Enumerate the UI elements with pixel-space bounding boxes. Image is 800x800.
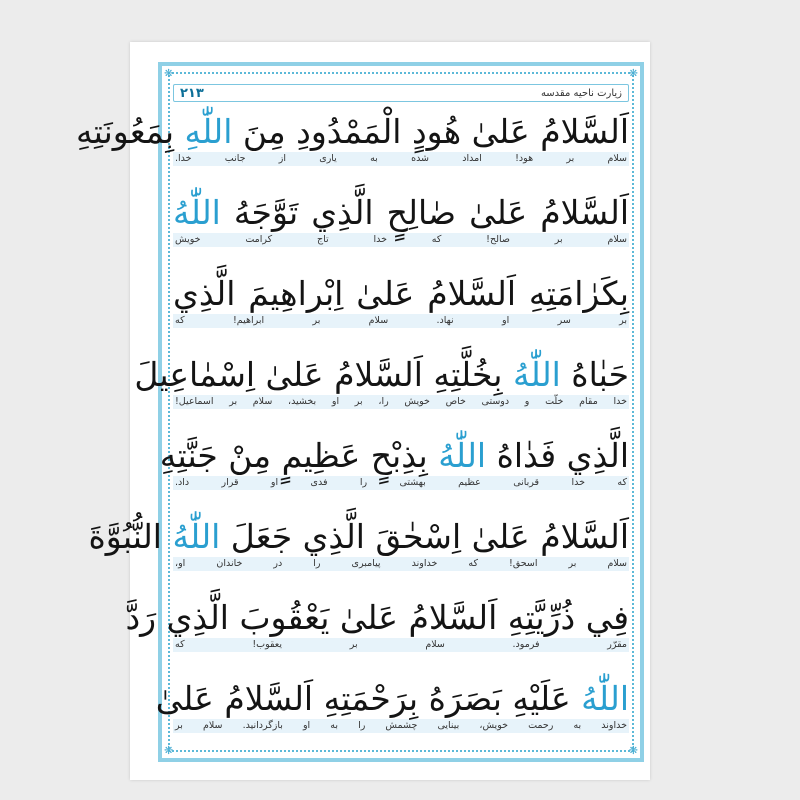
page-number: ۲۱۳ bbox=[180, 85, 204, 101]
translation-line: سلام بر صالح! که خدا تاج کرامت خویش bbox=[175, 234, 627, 245]
arabic-segment: اَلسَّلامُ عَلىٰ اِسْحٰقَ الَّذِي جَعَلَ bbox=[220, 517, 629, 556]
corner-ornament-icon: ❋ bbox=[628, 744, 638, 757]
arabic-line bbox=[75, 112, 629, 152]
corner-ornament-icon: ❋ bbox=[164, 67, 174, 80]
divine-name-segment: اللّٰهِ bbox=[184, 112, 233, 151]
decorative-border bbox=[155, 62, 644, 762]
arabic-line bbox=[155, 679, 629, 719]
arabic-line bbox=[173, 274, 629, 314]
translation-line: مقرّر فرمود. سلام بر یعقوب! که bbox=[175, 639, 627, 650]
divine-name-segment: اللّٰهُ bbox=[173, 193, 221, 232]
arabic-segment: بِذِبْحٍ عَظِيمٍ مِنْ جَنَّتِهِ bbox=[159, 436, 439, 475]
verse-block bbox=[88, 517, 629, 571]
arabic-segment: بِخُلَّتِهِ اَلسَّلامُ عَلىٰ اِسْمٰاعِيلَ bbox=[134, 355, 513, 394]
translation-line: خدا مقام خلّت و دوستی خاص خویش را، بر او بخشید، سلام بر اسماعیل! bbox=[175, 396, 627, 407]
arabic-segment: اَلسَّلامُ عَلىٰ صٰالِحٍ الَّذِي تَوَّجَهُ bbox=[220, 193, 629, 232]
verse-block bbox=[173, 274, 629, 328]
divine-name-segment: اللّٰهُ bbox=[438, 436, 487, 475]
arabic-segment: حَبٰاهُ bbox=[560, 355, 629, 394]
verse-block bbox=[134, 355, 629, 409]
arabic-segment: بِكَرٰامَتِهِ اَلسَّلامُ عَلىٰ اِبْراهِيمَ الَّذِي bbox=[173, 274, 629, 313]
arabic-line bbox=[173, 193, 629, 233]
arabic-line bbox=[88, 517, 629, 557]
verse-block bbox=[155, 679, 629, 733]
arabic-segment: النُّبُوَّةَ bbox=[88, 517, 173, 556]
verse-block bbox=[159, 436, 629, 490]
translation-line: سلام بر اسحق! که خداوند پیامبری را در خاندان او، bbox=[175, 558, 627, 569]
divine-name-segment: اللّٰهُ bbox=[581, 679, 629, 718]
corner-ornament-icon: ❋ bbox=[628, 67, 638, 80]
divine-name-segment: اللّٰهُ bbox=[172, 517, 221, 556]
verse-block bbox=[75, 112, 629, 166]
translation-line: که خدا قربانی عظیم بهشتی را فدی او قرار داد. bbox=[175, 477, 627, 488]
verse-block bbox=[173, 193, 629, 247]
arabic-segment: بِمَعُونَتِهِ bbox=[75, 112, 185, 151]
translation-line: بر سر او نهاد. سلام بر ابراهیم! که bbox=[175, 315, 627, 326]
divine-name-segment: اللّٰهُ bbox=[512, 355, 561, 394]
verse-block bbox=[125, 598, 629, 652]
arabic-line bbox=[159, 436, 629, 476]
arabic-segment: اَلسَّلامُ عَلىٰ هُودٍ الْمَمْدُودِ مِنَ bbox=[232, 112, 629, 151]
page-header bbox=[173, 84, 629, 102]
translation-line: سلام بر هود! امداد شده به یاری از جانب خدا. bbox=[175, 153, 627, 164]
header-title: زیارت ناحیه مقدسه bbox=[540, 87, 622, 99]
translation-line: خداوند به رحمت خویش، بینایی چشمش را به او بازگردانید. سلام بر bbox=[175, 720, 627, 731]
arabic-segment: عَلَيْهِ بَصَرَهُ بِرَحْمَتِهِ اَلسَّلامُ عَلىٰ bbox=[155, 679, 582, 718]
arabic-segment: الَّذِي فَدٰاهُ bbox=[486, 436, 629, 475]
corner-ornament-icon: ❋ bbox=[164, 744, 174, 757]
arabic-line bbox=[125, 598, 629, 638]
arabic-line bbox=[134, 355, 629, 395]
arabic-segment: فِي ذُرِّيَّتِهِ اَلسَّلامُ عَلىٰ يَعْقُوبَ الَّذِي رَدَّ bbox=[125, 598, 629, 637]
